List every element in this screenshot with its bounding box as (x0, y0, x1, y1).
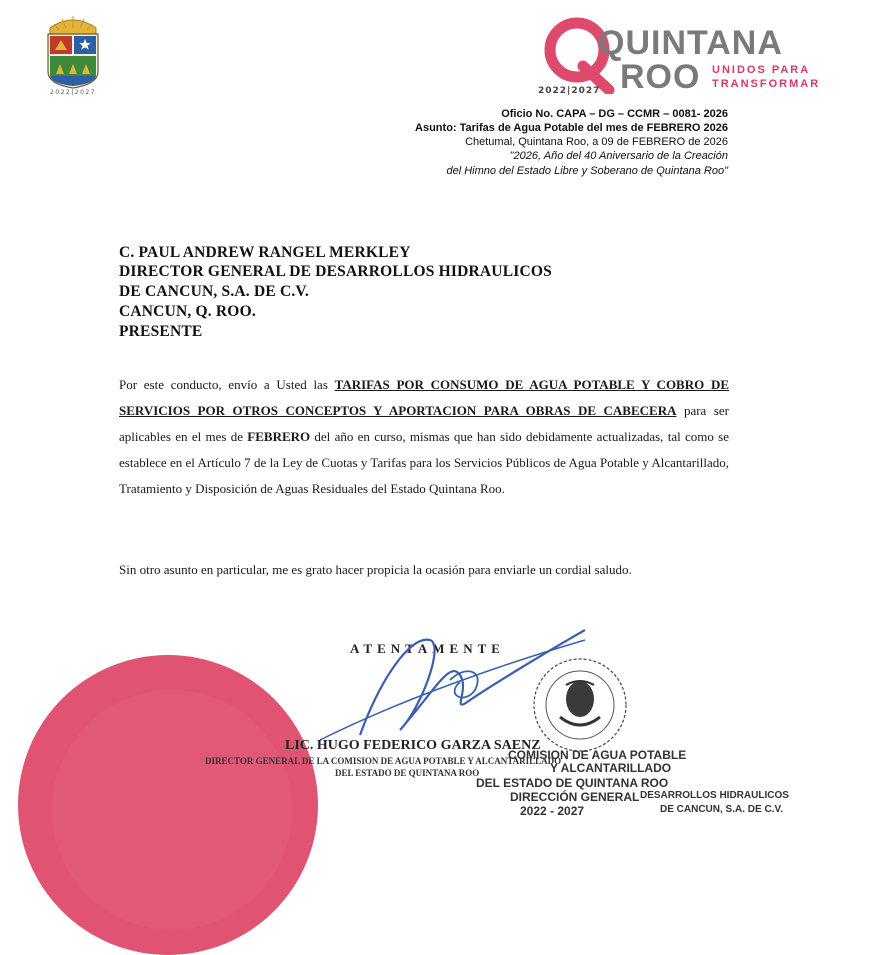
received-stamp-line-2: DE CANCUN, S.A. DE C.V. (660, 804, 783, 815)
handwritten-signature-icon (300, 620, 590, 750)
motto-line-2: del Himno del Estado Libre y Soberano de Quintana Roo" (446, 165, 728, 177)
stamp-line-5: 2022 - 2027 (520, 804, 585, 818)
stamp-line-4: DIRECCIÓN GENERAL (510, 790, 640, 804)
signer-title-line-1: DIRECTOR GENERAL DE LA COMISION DE AGUA POTABLE Y ALCANTARILLADO (205, 756, 562, 766)
asunto-line: Asunto: Tarifas de Agua Potable del mes de FEBRERO 2026 (415, 122, 728, 134)
addressee-presente: PRESENTE (119, 323, 203, 340)
logo-tagline-2: TRANSFORMAR (712, 78, 821, 90)
decorative-pink-circle-inner (52, 690, 292, 930)
addressee-city: CANCUN, Q. ROO. (119, 303, 256, 320)
date-line: Chetumal, Quintana Roo, a 09 de FEBRERO de 2026 (465, 136, 728, 148)
signer-title-line-2: DEL ESTADO DE QUINTANA ROO (335, 768, 480, 778)
stamp-line-1: COMISION DE AGUA POTABLE (508, 748, 687, 762)
addressee-company: DE CANCUN, S.A. DE C.V. (119, 283, 309, 300)
stamp-line-2: Y ALCANTARILLADO (550, 761, 672, 775)
seal-caption: 2022|2027 (49, 89, 97, 96)
body-month: FEBRERO (247, 429, 311, 444)
body-intro: Por este conducto, envío a Usted las (119, 377, 335, 392)
oficio-number: Oficio No. CAPA – DG – CCMR – 0081- 2026 (501, 108, 728, 120)
body-highlight: TARIFAS POR CONSUMO DE AGUA POTABLE Y COBRO DE SERVICIOS POR OTROS CONCEPTOS Y APORTACION PARA OBRAS DE CABECERA (119, 377, 730, 418)
signer-name: LIC. HUGO FEDERICO GARZA SAENZ (285, 738, 541, 753)
addressee-title: DIRECTOR GENERAL DE DESARROLLOS HIDRAULICOS (119, 263, 552, 280)
stamp-line-3: DEL ESTADO DE QUINTANA ROO (476, 776, 669, 790)
body-paragraph (119, 372, 729, 502)
logo-word-quintana: QUINTANA (598, 24, 783, 62)
addressee-name: C. PAUL ANDREW RANGEL MERKLEY (119, 244, 411, 261)
motto-line-1: "2026, Año del 40 Aniversario de la Creación (509, 150, 728, 162)
state-coat-of-arms-icon (42, 14, 104, 100)
body-mid: para ser aplicables en el mes de (119, 403, 729, 444)
closing-sentence: Sin otro asunto en particular, me es grato hacer propicia la ocasión para enviarle un cordial saludo. (119, 562, 632, 577)
logo-tagline-1: UNIDOS PARA (712, 64, 811, 76)
atentamente-label: ATENTAMENTE (350, 641, 505, 656)
logo-word-roo: ROO (620, 58, 701, 96)
received-stamp-line-1: DESARROLLOS HIDRAULICOS (640, 790, 789, 801)
logo-years: 2022|2027 (538, 86, 601, 96)
body-rest: del año en curso, mismas que han sido debidamente actualizadas, tal como se establece en el Artículo 7 de la Ley de Cuotas y Tarifas para los Servicios Públicos de Agua Potable y Alcantarillado, Tratamiento y Disposición de Aguas Residuales del Estado Quintana Roo. (119, 429, 729, 496)
